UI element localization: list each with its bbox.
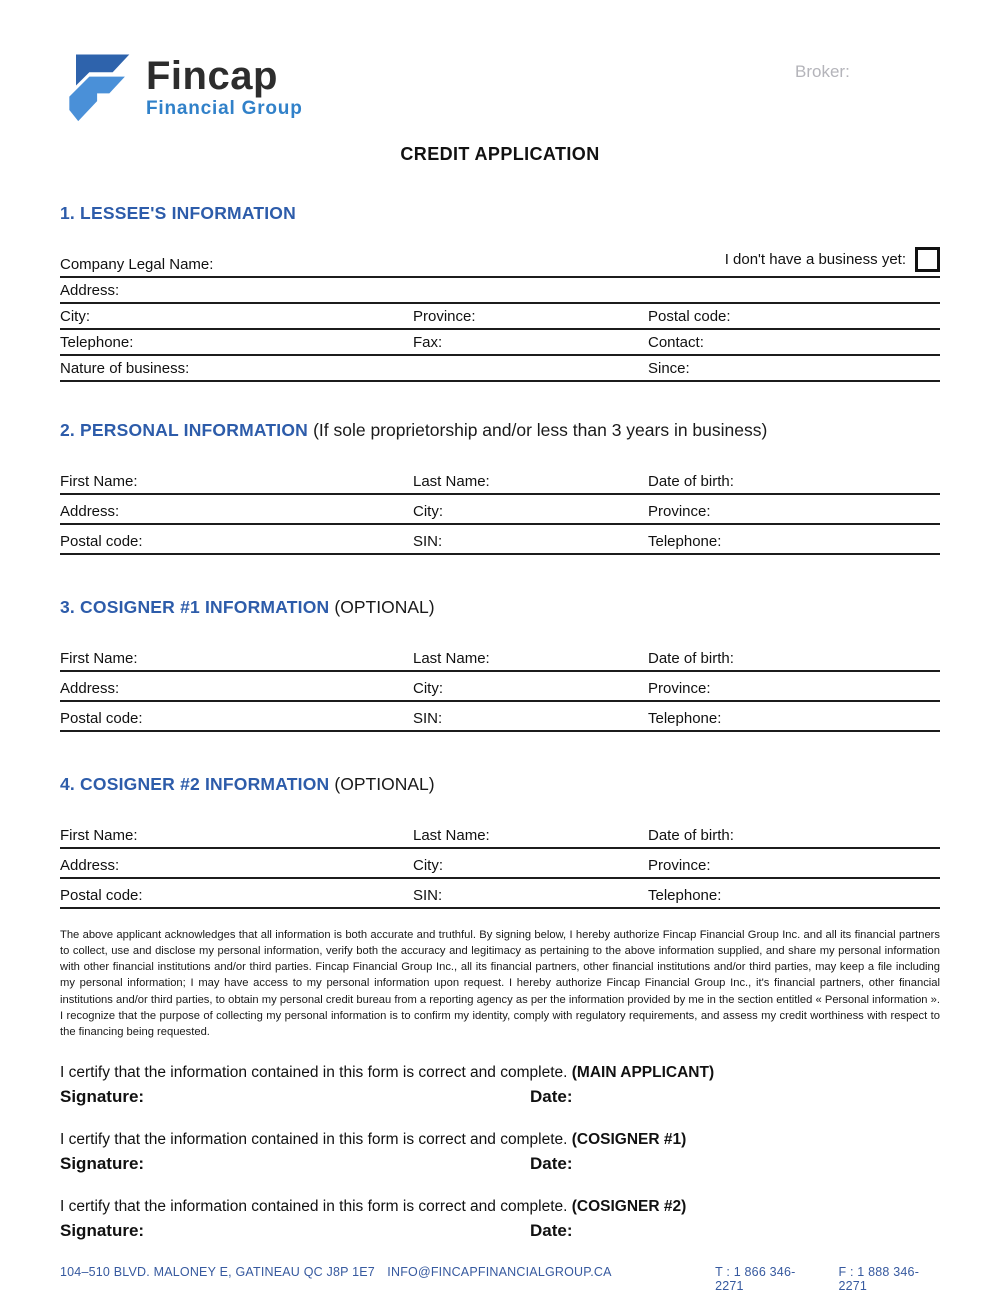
company-name-field-row[interactable] <box>60 248 940 278</box>
footer-email: INFO@FINCAPFINANCIALGROUP.CA <box>387 1265 612 1279</box>
date-label[interactable]: Date: <box>530 1153 573 1173</box>
section2-heading-text: 2. PERSONAL INFORMATION <box>60 420 308 440</box>
cosigner2-address-row[interactable] <box>60 849 940 879</box>
section1-heading: 1. LESSEE'S INFORMATION <box>60 203 296 223</box>
certify-text: I certify that the information contained in this form is correct and complete. <box>60 1063 568 1081</box>
page-title: CREDIT APPLICATION <box>400 144 600 164</box>
province-label: Province: <box>413 308 476 325</box>
last-name-label: Last Name: <box>413 827 490 844</box>
sin-label: SIN: <box>413 710 443 727</box>
personal-name-row[interactable] <box>60 465 940 495</box>
date-label[interactable]: Date: <box>530 1220 573 1240</box>
date-label[interactable]: Date: <box>530 1086 573 1106</box>
nature-of-business-label: Nature of business: <box>60 360 190 377</box>
header <box>60 0 940 132</box>
city-label: City: <box>60 308 90 325</box>
section2-subtitle: (If sole proprietorship and/or less than 3 years in business) <box>313 420 768 440</box>
province-label: Province: <box>648 680 711 697</box>
last-name-label: Last Name: <box>413 650 490 667</box>
last-name-label: Last Name: <box>413 473 490 490</box>
cosigner1-name-row[interactable] <box>60 642 940 672</box>
address-label: Address: <box>60 503 120 520</box>
footer-address: 104–510 BLVD. MALONEY E, GATINEAU QC J8P 1E7 <box>60 1265 375 1279</box>
address-label: Address: <box>60 680 120 697</box>
address-field-row[interactable] <box>60 278 940 304</box>
address-label: Address: <box>60 857 120 874</box>
footer-telephone: T : 1 866 346-2271 <box>715 1265 796 1293</box>
address-label: Address: <box>60 282 120 299</box>
city-label: City: <box>413 503 443 520</box>
telephone-label: Telephone: <box>648 710 722 727</box>
telephone-label: Telephone: <box>648 533 722 550</box>
personal-postal-row[interactable] <box>60 525 940 555</box>
certification-cosigner1 <box>60 1131 940 1174</box>
brand-tagline: Financial Group <box>146 98 303 119</box>
signature-label[interactable]: Signature: <box>60 1220 145 1240</box>
postal-code-label: Postal code: <box>648 308 731 325</box>
section1-fields <box>60 248 940 382</box>
section3-fields <box>60 642 940 732</box>
fincap-logo-icon <box>60 50 132 135</box>
certify-who: (COSIGNER #1) <box>571 1130 687 1148</box>
certification-cosigner2 <box>60 1198 940 1241</box>
sin-label: SIN: <box>413 887 443 904</box>
section2-heading <box>60 420 940 441</box>
legal-disclaimer-text: The above applicant acknowledges that all information is both accurate and truthful. By signing below, I hereby authorize Fincap Financial Group Inc. and all its financial partners to collect, use and disclose my personal information, verify both the accuracy and legitimacy as pertaining to the above information supplied, and share my personal information with other financial institutions and/or third parties. Fincap Financial Group Inc., all its financial partners, other financial institutions and/or third parties, may keep a file including my personal information; I may have access to my personal information upon request. I hereby authorize Fincap Financial Group Inc., it's financial partners, other financial institutions and/or third parties, to obtain my personal credit bureau from a reporting agency as per the information provided by me in the section entitled « Personal information ». I recognize that the purpose of collecting my personal information is to confirm my identity, comply with regulatory requirements, and assess my credit worthiness with respect to the financing being requested. <box>60 929 940 1038</box>
certify-who: (COSIGNER #2) <box>571 1197 687 1215</box>
date-of-birth-label: Date of birth: <box>648 473 734 490</box>
section4-subtitle: (OPTIONAL) <box>334 774 435 794</box>
no-business-label: I don't have a business yet: <box>724 251 906 268</box>
certify-text: I certify that the information contained in this form is correct and complete. <box>60 1130 568 1148</box>
company-name-label: Company Legal Name: <box>60 256 214 273</box>
city-label: City: <box>413 857 443 874</box>
certify-who: (MAIN APPLICANT) <box>571 1063 715 1081</box>
section3-heading <box>60 597 940 618</box>
postal-code-label: Postal code: <box>60 533 143 550</box>
section4-fields <box>60 819 940 909</box>
date-of-birth-label: Date of birth: <box>648 827 734 844</box>
telephone-fax-contact-row[interactable] <box>60 330 940 356</box>
first-name-label: First Name: <box>60 650 138 667</box>
brand-name: Fincap <box>146 54 278 98</box>
footer <box>60 1265 940 1293</box>
cosigner2-name-row[interactable] <box>60 819 940 849</box>
section3-subtitle: (OPTIONAL) <box>334 597 435 617</box>
logo-text <box>146 50 303 120</box>
province-label: Province: <box>648 503 711 520</box>
fax-label: Fax: <box>413 334 443 351</box>
no-business-checkbox[interactable] <box>915 247 940 272</box>
first-name-label: First Name: <box>60 827 138 844</box>
signature-label[interactable]: Signature: <box>60 1086 145 1106</box>
telephone-label: Telephone: <box>648 887 722 904</box>
section2-fields <box>60 465 940 555</box>
sin-label: SIN: <box>413 533 443 550</box>
section4-heading-text: 4. COSIGNER #2 INFORMATION <box>60 774 330 794</box>
postal-code-label: Postal code: <box>60 710 143 727</box>
footer-fax: F : 1 888 346-2271 <box>838 1265 920 1293</box>
signature-label[interactable]: Signature: <box>60 1153 145 1173</box>
certify-text: I certify that the information contained in this form is correct and complete. <box>60 1197 568 1215</box>
cosigner2-postal-row[interactable] <box>60 879 940 909</box>
section4-heading <box>60 774 940 795</box>
nature-since-row[interactable] <box>60 356 940 382</box>
cosigner1-address-row[interactable] <box>60 672 940 702</box>
since-label: Since: <box>648 360 690 377</box>
city-label: City: <box>413 680 443 697</box>
province-label: Province: <box>648 857 711 874</box>
cosigner1-postal-row[interactable] <box>60 702 940 732</box>
postal-code-label: Postal code: <box>60 887 143 904</box>
certification-main-applicant <box>60 1064 940 1107</box>
contact-label: Contact: <box>648 334 704 351</box>
first-name-label: First Name: <box>60 473 138 490</box>
broker-label: Broker: <box>795 62 850 81</box>
no-business-group <box>725 247 940 275</box>
date-of-birth-label: Date of birth: <box>648 650 734 667</box>
telephone-label: Telephone: <box>60 334 134 351</box>
section3-heading-text: 3. COSIGNER #1 INFORMATION <box>60 597 330 617</box>
city-province-postal-row[interactable] <box>60 304 940 330</box>
personal-address-row[interactable] <box>60 495 940 525</box>
